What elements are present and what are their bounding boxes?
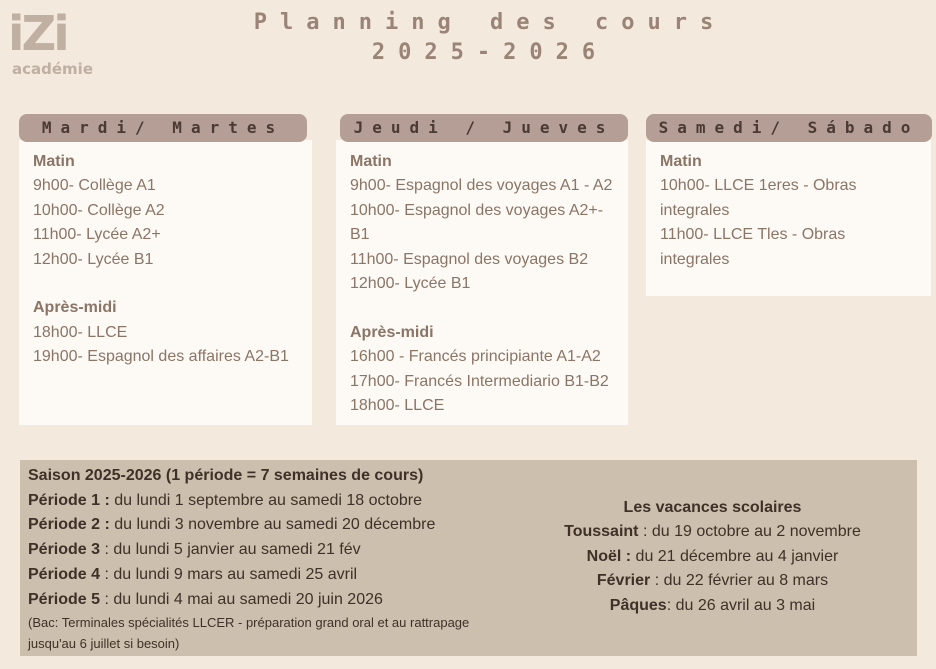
periode-label: Période 3 xyxy=(28,541,101,559)
day-card xyxy=(336,140,628,425)
apresmidi-label: Après-midi xyxy=(350,323,434,341)
periode-row xyxy=(28,588,469,613)
vacances-text: : du 26 avril au 3 mai xyxy=(666,596,816,614)
vacances-text: : du 22 février au 8 mars xyxy=(650,572,829,590)
vacances-row xyxy=(550,545,875,569)
course-item: 12h00- Lycée B1 xyxy=(33,250,154,268)
vacances-block xyxy=(550,496,875,618)
course-item: 18h00- LLCE xyxy=(33,323,128,341)
vacances-row xyxy=(550,594,875,618)
course-item: 9h00- Espagnol des voyages A1 - A2 xyxy=(350,177,613,195)
periode-text: : du lundi 4 mai au samedi 20 juin 2026 xyxy=(100,590,383,608)
periode-text: : du lundi 5 janvier au samedi 21 fév xyxy=(100,541,361,559)
vacances-label: Février xyxy=(596,572,651,590)
course-item: 16h00 - Francés principiante A1-A2 xyxy=(350,348,601,366)
periode-text: : du lundi 9 mars au samedi 25 avril xyxy=(100,565,358,583)
day-card xyxy=(646,140,931,296)
course-item: 11h00- Lycée A2+ xyxy=(33,226,161,244)
vacances-label: Noël : xyxy=(586,547,632,565)
title-line-2: 2025-2026 xyxy=(371,40,609,65)
bac-note-line1: (Bac: Terminales spécialités LLCER - préparation grand oral et au rattrapage xyxy=(28,615,470,631)
periode-label: Période 5 xyxy=(28,590,101,608)
periode-label: Période 4 xyxy=(28,565,101,583)
day-column-mardi xyxy=(19,114,307,425)
course-item: 12h00- Lycée B1 xyxy=(350,275,471,293)
bac-note-line2: jusqu'au 6 juillet si besoin) xyxy=(28,636,180,652)
vacances-title: Les vacances scolaires xyxy=(623,499,802,516)
page-title xyxy=(190,8,790,68)
vacances-label: Toussaint xyxy=(564,523,639,541)
periode-row xyxy=(28,513,469,538)
course-item: 10h00- Collège A2 xyxy=(33,201,165,219)
course-item: 18h00- LLCE xyxy=(350,397,445,415)
vacances-text: du 21 décembre au 4 janvier xyxy=(631,547,839,565)
matin-label: Matin xyxy=(33,153,75,170)
day-header: Jeudi / Jueves xyxy=(340,114,628,142)
saison-block xyxy=(28,464,469,654)
day-card xyxy=(19,140,312,425)
vacances-row xyxy=(550,520,875,544)
matin-label: Matin xyxy=(660,153,702,170)
vacances-row xyxy=(550,569,875,593)
periode-row xyxy=(28,489,469,514)
periode-row xyxy=(28,538,469,563)
day-column-samedi xyxy=(646,114,932,296)
periode-text: du lundi 3 novembre au samedi 20 décembre xyxy=(109,516,436,534)
course-item: 11h00- Espagnol des voyages B2 xyxy=(350,250,589,268)
day-header: Samedi/ Sábado xyxy=(646,114,932,142)
logo-mark: iZi xyxy=(8,6,67,62)
title-line-1: Planning des cours xyxy=(253,10,727,35)
vacances-text: : du 19 octobre au 2 novembre xyxy=(638,523,861,541)
periode-row xyxy=(28,563,469,588)
info-box xyxy=(20,460,917,656)
course-item: 10h00- LLCE 1eres - Obras integrales xyxy=(660,177,857,219)
day-header: Mardi/ Martes xyxy=(19,114,307,142)
course-item: 11h00- LLCE Tles - Obras integrales xyxy=(660,226,846,268)
vacances-label: Pâques xyxy=(609,596,667,614)
course-item: 19h00- Espagnol des affaires A2-B1 xyxy=(33,348,289,366)
course-item: 17h00- Francés Intermediario B1-B2 xyxy=(350,372,609,390)
periode-text: du lundi 1 septembre au samedi 18 octobre xyxy=(109,491,423,509)
izi-academie-logo xyxy=(8,6,98,88)
saison-title: Saison 2025-2026 (1 période = 7 semaines de cours) xyxy=(28,467,424,484)
apresmidi-label: Après-midi xyxy=(33,299,117,317)
logo-subtitle: académie xyxy=(12,60,93,78)
periode-label: Période 2 : xyxy=(28,516,110,534)
course-item: 10h00- Espagnol des voyages A2+- B1 xyxy=(350,201,604,244)
periode-label: Période 1 : xyxy=(28,491,110,509)
matin-label: Matin xyxy=(350,153,392,170)
day-column-jeudi xyxy=(340,114,628,425)
course-item: 9h00- Collège A1 xyxy=(33,177,156,195)
